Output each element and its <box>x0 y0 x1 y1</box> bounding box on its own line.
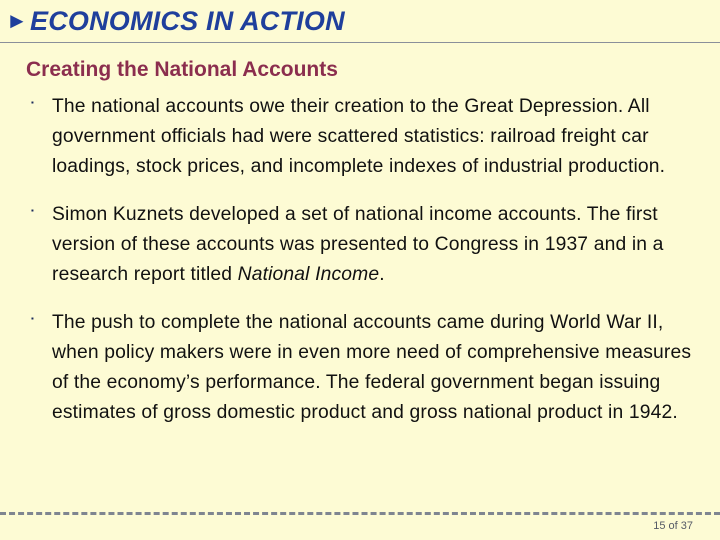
square-bullet-icon <box>31 315 34 323</box>
page-number: 15 of 37 <box>653 520 693 532</box>
bullet-text-end: . <box>379 264 385 285</box>
square-bullet-icon <box>31 99 34 107</box>
footer-divider <box>0 512 720 515</box>
bullet-item <box>22 92 694 182</box>
bullet-item <box>22 200 694 290</box>
bullet-text: The push to complete the national accounts came during World War II, when policy makers were in even more need of comprehensive measures of the economy’s performance. The federal government began issuing estimates of gross domestic product and gross national product in 1942. <box>52 312 692 423</box>
header-title-text: ECONOMICS IN ACTION <box>29 6 345 36</box>
bullet-item <box>22 308 694 428</box>
report-title-emphasis: National Income <box>237 264 380 285</box>
header-divider <box>0 42 720 43</box>
header-title <box>6 6 345 37</box>
square-bullet-icon <box>31 207 34 215</box>
slide-header <box>0 0 720 44</box>
bullet-text: The national accounts owe their creation to the Great Depression. All government officials had were scattered statistics: railroad freight car loadings, stock prices, and incomplete indexes of industrial production. <box>52 96 666 177</box>
triangle-arrow-icon: ► <box>6 8 28 33</box>
section-title: Creating the National Accounts <box>26 58 338 81</box>
bullet-list <box>22 92 694 446</box>
bullet-text: Simon Kuznets developed a set of national income accounts. The first version of these accounts was presented to Congress in 1937 and in a research report titled <box>52 204 664 285</box>
